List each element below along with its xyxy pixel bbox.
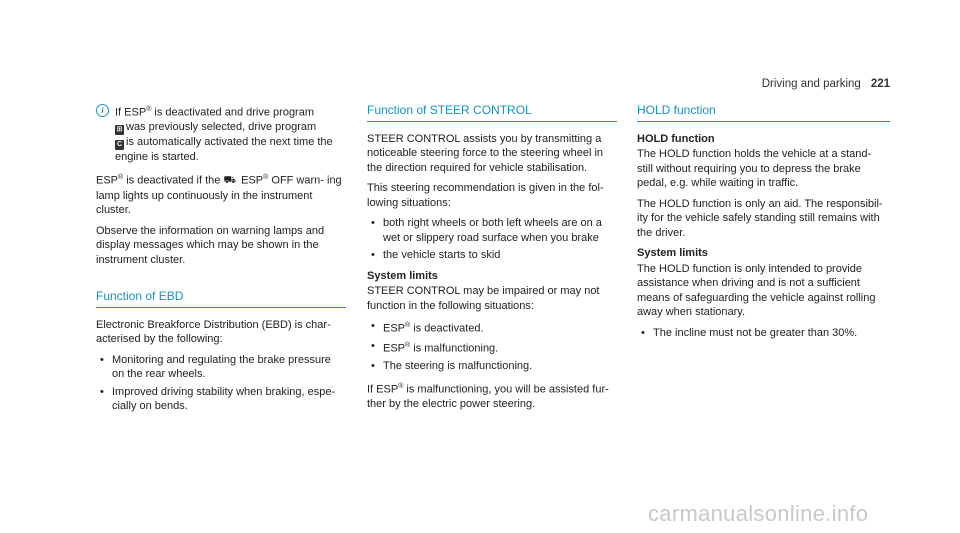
hold-subheading: HOLD function xyxy=(637,132,715,145)
column-2 xyxy=(367,103,617,417)
ebd-section-title: Function of EBD xyxy=(96,289,346,308)
list-item: • ESP® is malfunctioning. xyxy=(367,339,617,356)
hold-para-1: The HOLD function holds the vehicle at a stand- still without requiring you to depress the brake pedal, e.g. while waiting in traffic. xyxy=(637,148,872,189)
column-1 xyxy=(96,103,346,420)
esp-warning-lamp-icon: ⛟ xyxy=(223,175,237,187)
hold-section-title: HOLD function xyxy=(637,103,890,122)
header-section: Driving and parking xyxy=(761,78,861,90)
note-block: i If ESP® is deactivated and drive program xyxy=(96,103,346,120)
esp-off-paragraph: ESP® is deactivated if the ⛟ ESP® OFF warn- ing lamp lights up continuously in the instrument cluster. xyxy=(96,173,342,217)
list-item: • The incline must not be greater than 30%. xyxy=(637,326,890,341)
page-header xyxy=(762,78,890,90)
steer-para-4: If ESP® is malfunctioning, you will be assisted fur- ther by the electric power steering. xyxy=(367,382,609,410)
hold-limits-list xyxy=(637,326,890,341)
page-number: 221 xyxy=(870,78,890,90)
system-limits-heading: System limits xyxy=(367,269,438,282)
hold-system-limits-heading: System limits xyxy=(637,247,708,259)
watermark-logo: carmanualsonline.info xyxy=(648,501,869,526)
steer-control-section-title: Function of STEER CONTROL xyxy=(367,103,617,122)
steer-situations-list xyxy=(367,216,617,263)
observe-paragraph: Observe the information on warning lamps and display messages which may be shown in the instrument cluster. xyxy=(96,224,325,266)
hold-para-3: The HOLD function is only intended to provide assistance when driving and is not a sufficient means of safeguarding the vehicle against rolling away when stationary. xyxy=(637,262,876,318)
list-item: • Improved driving stability when braking, espe- cially on bends. xyxy=(96,385,346,414)
list-item: • The steering is malfunctioning. xyxy=(367,359,617,374)
steer-para-2: This steering recommendation is given in the fol- lowing situations: xyxy=(367,182,604,209)
list-item: • Monitoring and regulating the brake pressure on the rear wheels. xyxy=(96,353,346,382)
hold-para-2: The HOLD function is only an aid. The responsibil- ity for the vehicle safely standing still remains with the driver. xyxy=(637,197,883,239)
comfort-program-key-icon: C xyxy=(116,141,123,149)
drive-program-key-icon: ⊞ xyxy=(116,126,123,134)
list-item: • the vehicle starts to skid xyxy=(367,248,617,263)
steer-para-1: STEER CONTROL assists you by transmitting a noticeable steering force to the steering wheel in the direction required for vehicle stabilisation. xyxy=(367,132,604,174)
column-3 xyxy=(637,103,890,346)
list-item: • ESP® is deactivated. xyxy=(367,319,617,336)
info-icon: i xyxy=(96,104,109,117)
steer-limits-list xyxy=(367,319,617,374)
list-item: • both right wheels or both left wheels are on a wet or slippery road surface when you brake xyxy=(367,216,617,245)
ebd-list xyxy=(96,353,346,414)
note-continued: ⊞ was previously selected, drive program C is automatically activated the next time the engine is started. xyxy=(115,121,333,164)
steer-para-3: STEER CONTROL may be impaired or may not function in the following situations: xyxy=(367,285,600,312)
ebd-intro: Electronic Breakforce Distribution (EBD) is char- acterised by the following: xyxy=(96,318,331,346)
